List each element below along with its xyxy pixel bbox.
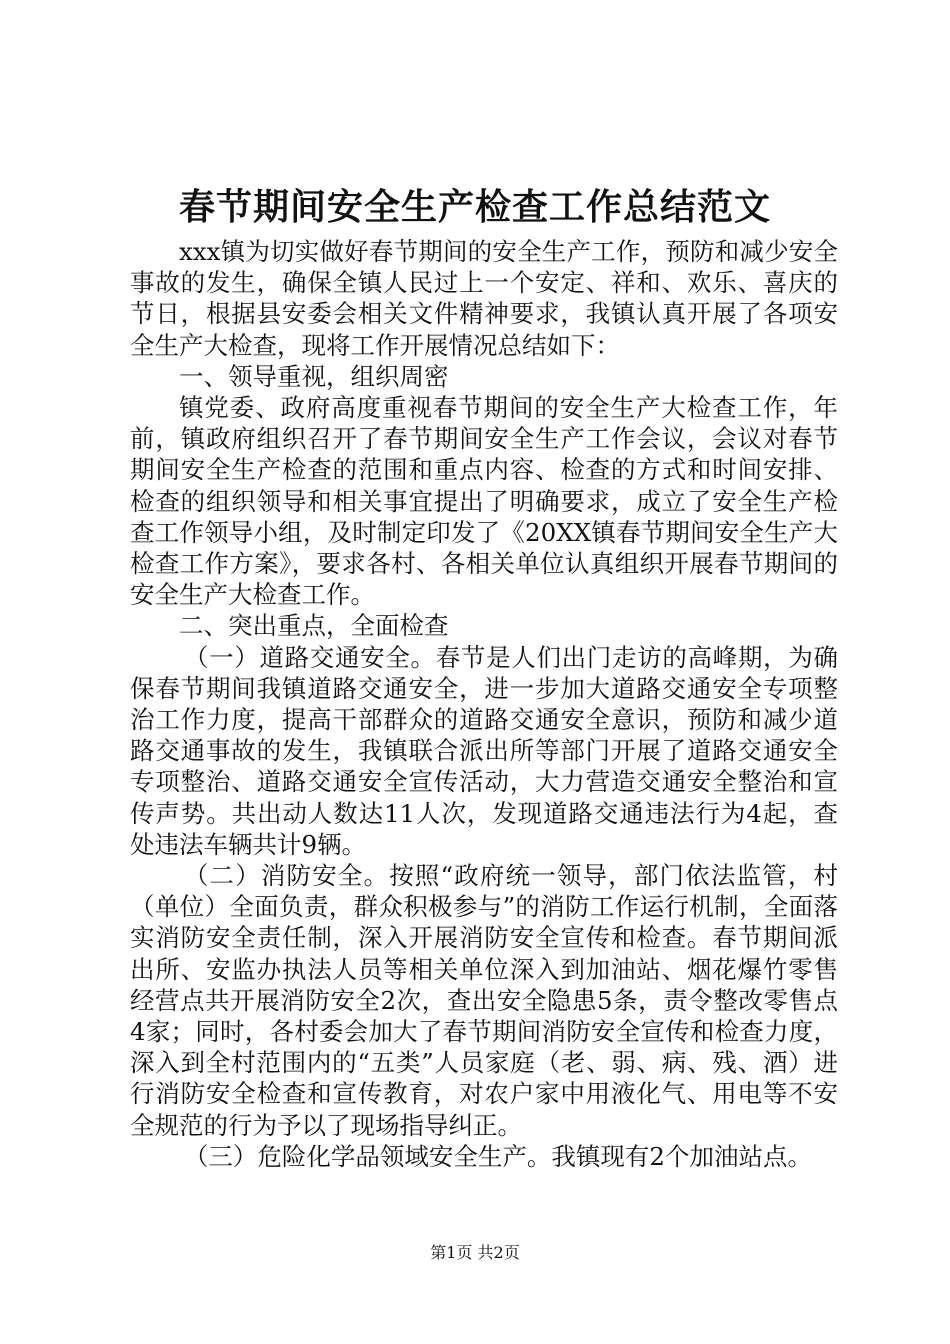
section-heading-1: 一、领导重视，组织周密 — [179, 361, 449, 391]
section-heading-2: 二、突出重点，全面检查 — [179, 611, 449, 641]
subsection-traffic-paragraph: （一）道路交通安全。春节是人们出门走访的高峰期，为确保春节期间我镇道路交通安全，进一步加大道路交通安全专项整治工作力度，提高干部群众的道路交通安全意识，预防和减少道路交通事故的发生，我镇联合派出所等部门开展了道路交通安全专项整治、道路交通安全宣传活动，大力营造交通安全整治和宣传声势。共出动人数达11人次，发现道路交通违法行为4起，查处违法车辆共计9辆。 — [130, 642, 838, 859]
subsection-fire-paragraph: （二）消防安全。按照“政府统一领导，部门依法监管，村（单位）全面负责，群众积极参与”的消防工作运行机制，全面落实消防安全责任制，深入开展消防安全宣传和检查。春节期间派出所、安监办执法人员等相关单位深入到加油站、烟花爆竹零售经营点共开展消防安全2次，查出安全隐患5条，责令整改零售点4家；同时，各村委会加大了春节期间消防安全宣传和检查力度，深入到全村范围内的“五类”人员家庭（老、弱、病、残、酒）进行消防安全检查和宣传教育，对农户家中用液化气、用电等不安全规范的行为予以了现场指导纠正。 — [130, 861, 838, 1140]
section-1-paragraph: 镇党委、政府高度重视春节期间的安全生产大检查工作，年前，镇政府组织召开了春节期间安全生产工作会议，会议对春节期间安全生产检查的范围和重点内容、检查的方式和时间安排、检查的组织领导和相关事宜提出了明确要求，成立了安全生产检查工作领导小组，及时制定印发了《20XX镇春节期间安全生产大检查工作方案》，要求各村、各相关单位认真组织开展春节期间的安全生产大检查工作。 — [130, 393, 838, 610]
subsection-chemicals-paragraph: （三）危险化学品领域安全生产。我镇现有2个加油站点。 — [183, 1141, 812, 1171]
document-body — [130, 236, 838, 1172]
intro-paragraph: xxx镇为切实做好春节期间的安全生产工作，预防和减少安全事故的发生，确保全镇人民过上一个安定、祥和、欢乐、喜庆的节日，根据县安委会相关文件精神要求，我镇认真开展了各项安全生产大检查，现将工作开展情况总结如下： — [130, 237, 838, 360]
document-title: 春节期间安全生产检查工作总结范文 — [178, 186, 771, 228]
page-number: 第1页 共2页 — [430, 1243, 520, 1262]
